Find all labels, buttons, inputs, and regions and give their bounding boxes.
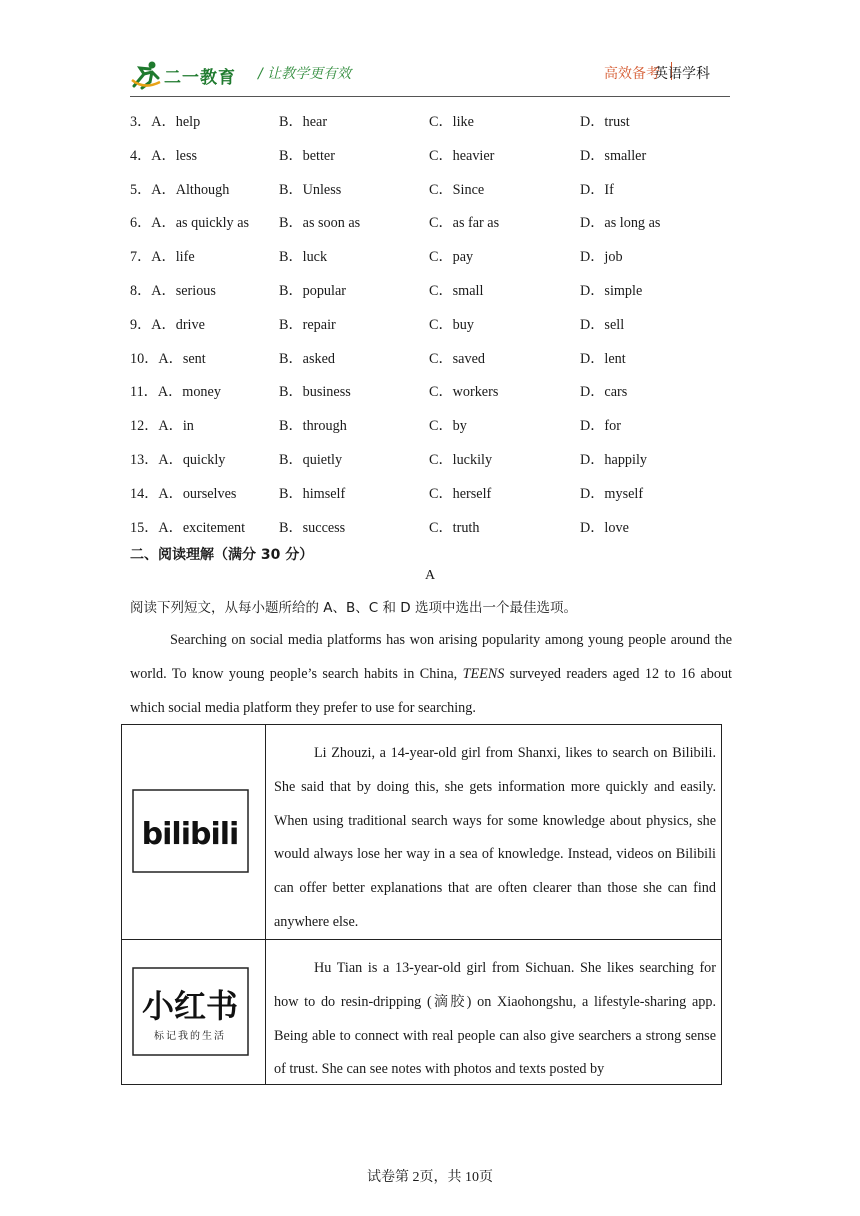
- table-cell-text: Li Zhouzi, a 14-year-old girl from Shanxi, likes to search on Bilibili. She said that by doing this, she gets information more quickly and easily. When using traditional search ways for some knowledge about physics, she would always lose her way in a sea of knowledge. Instead, videos on Bilibili can offer better explanations that are often clearer than those she can find anywhere else.: [274, 745, 716, 930]
- question-options-row: [130, 178, 730, 212]
- question-number-and-option-a: [130, 414, 194, 438]
- question-number: 6．: [130, 215, 152, 232]
- intro-text-after: surveyed readers aged 12 to 16 about which social media platform they prefer to use for searching.: [130, 665, 732, 716]
- question-options-row: [130, 380, 730, 414]
- question-options-row: [130, 144, 730, 178]
- question-options-row: [130, 110, 730, 144]
- bilibili-logo-icon: [132, 789, 249, 873]
- question-number-and-option-a: [130, 211, 249, 235]
- option-d: D．job: [580, 249, 623, 266]
- exam-label: 高效备考: [604, 66, 660, 82]
- question-number-and-option-a: [130, 178, 229, 202]
- section-title: 二、阅读理解（满分 30 分）: [130, 547, 314, 563]
- subject-label: 英语学科: [654, 66, 710, 82]
- question-number-and-option-a: [130, 245, 195, 269]
- question-options-row: [130, 347, 730, 381]
- answer-options-list: [130, 110, 730, 549]
- option-c: C．saved: [429, 350, 485, 367]
- option-d: D．love: [580, 519, 629, 536]
- option-a: A．ourselves: [158, 485, 237, 502]
- page-footer: 试卷第 2页，共 10页: [367, 1170, 493, 1185]
- option-a: A．help: [151, 114, 201, 130]
- header-rule: [130, 96, 730, 97]
- question-number: 12．: [130, 418, 159, 435]
- question-options-row: [130, 313, 730, 347]
- option-a: A．excitement: [158, 519, 246, 536]
- question-number: 9．: [130, 316, 152, 333]
- table-row: [122, 940, 721, 1084]
- question-number: 14．: [130, 485, 159, 502]
- option-c: C．small: [429, 282, 484, 299]
- option-c: C．buy: [429, 316, 474, 333]
- option-d: D．as long as: [580, 215, 661, 232]
- option-b: B．quietly: [279, 451, 343, 468]
- question-options-row: [130, 279, 730, 313]
- option-b: B．luck: [279, 249, 328, 266]
- option-c: C．Since: [429, 181, 485, 198]
- option-c: C．as far as: [429, 215, 500, 232]
- option-a: A．sent: [158, 350, 206, 367]
- option-b: B．hear: [279, 114, 328, 130]
- option-d: D．smaller: [580, 147, 647, 164]
- option-d: D．happily: [580, 451, 647, 468]
- xiaohongshu-logo-text: 小红书: [141, 987, 239, 1025]
- option-c: C．by: [429, 418, 467, 435]
- option-c: C．heavier: [429, 147, 495, 164]
- question-number-and-option-a: [130, 144, 197, 168]
- question-number: 10．: [130, 350, 159, 367]
- option-d: D．If: [580, 181, 614, 198]
- option-b: B．popular: [279, 282, 346, 299]
- table-row: [122, 725, 721, 940]
- option-d: D．sell: [580, 316, 625, 333]
- option-a: A．Although: [151, 181, 230, 198]
- option-b: B．Unless: [279, 181, 342, 198]
- question-options-row: [130, 482, 730, 516]
- option-d: D．myself: [580, 485, 644, 502]
- intro-text-before: Searching on social media platforms has won arising popularity among young people around the world. To know young people’s search habits in China,: [130, 632, 732, 682]
- option-a: A．money: [157, 384, 221, 401]
- option-d: D．lent: [580, 350, 626, 367]
- question-number: 5．: [130, 181, 152, 198]
- passage-letter: A: [424, 568, 436, 583]
- logo-cell: [122, 940, 266, 1084]
- option-b: B．better: [279, 147, 335, 164]
- bilibili-logo-text: bilibili: [141, 817, 239, 852]
- option-c: C．luckily: [429, 451, 493, 468]
- question-number-and-option-a: [130, 482, 236, 506]
- option-a: A．life: [151, 249, 195, 266]
- option-d: D．simple: [580, 282, 643, 299]
- brand-name: 二一教育: [164, 68, 236, 88]
- reading-instruction: 阅读下列短文，从每小题所给的 A、B、C 和 D 选项中选出一个最佳选项。: [130, 600, 577, 616]
- question-number-and-option-a: [130, 448, 225, 472]
- option-a: A．serious: [151, 282, 216, 299]
- page-header: [130, 54, 730, 98]
- question-number-and-option-a: [130, 279, 216, 303]
- question-number: 13．: [130, 451, 159, 468]
- table-cell-text: Hu Tian is a 13-year-old girl from Sichuan. She likes searching for how to do resin-dripping (滴胶) on Xiaohongshu, a lifestyle-sharing app. Being able to connect with real people can also give searchers a strong sense of trust. She can see notes with photos and texts posted by: [274, 960, 716, 1078]
- question-number: 4．: [130, 147, 152, 164]
- option-c: C．workers: [429, 384, 499, 401]
- option-c: C．like: [429, 114, 474, 130]
- question-number-and-option-a: [130, 516, 245, 540]
- option-d: D．trust: [580, 114, 630, 130]
- question-number: 11．: [130, 384, 158, 401]
- xiaohongshu-logo-subtext: 标记我的生活: [154, 1031, 226, 1042]
- survey-table: [121, 724, 722, 1085]
- logo-cell: [122, 725, 266, 939]
- option-b: B．as soon as: [279, 215, 361, 232]
- question-number: 15．: [130, 519, 159, 536]
- option-c: C．truth: [429, 519, 480, 536]
- option-b: B．success: [279, 519, 346, 536]
- option-c: C．pay: [429, 249, 474, 266]
- question-number-and-option-a: [130, 313, 205, 337]
- question-options-row: [130, 245, 730, 279]
- option-c: C．herself: [429, 485, 492, 502]
- option-d: D．for: [580, 418, 621, 435]
- passage-intro: [130, 624, 732, 725]
- option-b: B．himself: [279, 485, 346, 502]
- question-number: 8．: [130, 282, 152, 299]
- question-number-and-option-a: [130, 110, 200, 134]
- option-a: A．quickly: [158, 451, 226, 468]
- question-number: 7．: [130, 249, 152, 266]
- question-number-and-option-a: [130, 380, 221, 404]
- option-b: B．asked: [279, 350, 335, 367]
- question-number: 3．: [130, 114, 152, 130]
- option-a: A．in: [158, 418, 194, 435]
- option-a: A．drive: [151, 316, 205, 333]
- xiaohongshu-logo-icon: [132, 967, 249, 1056]
- option-b: B．business: [279, 384, 351, 401]
- magazine-name: TEENS: [462, 665, 505, 682]
- question-options-row: [130, 414, 730, 448]
- option-a: A．as quickly as: [151, 215, 250, 232]
- header-slogan: / 让教学更有效: [258, 66, 352, 82]
- question-number-and-option-a: [130, 347, 206, 371]
- question-options-row: [130, 211, 730, 245]
- option-d: D．cars: [580, 384, 628, 401]
- option-b: B．repair: [279, 316, 336, 333]
- question-options-row: [130, 448, 730, 482]
- option-a: A．less: [151, 147, 198, 164]
- option-b: B．through: [279, 418, 347, 435]
